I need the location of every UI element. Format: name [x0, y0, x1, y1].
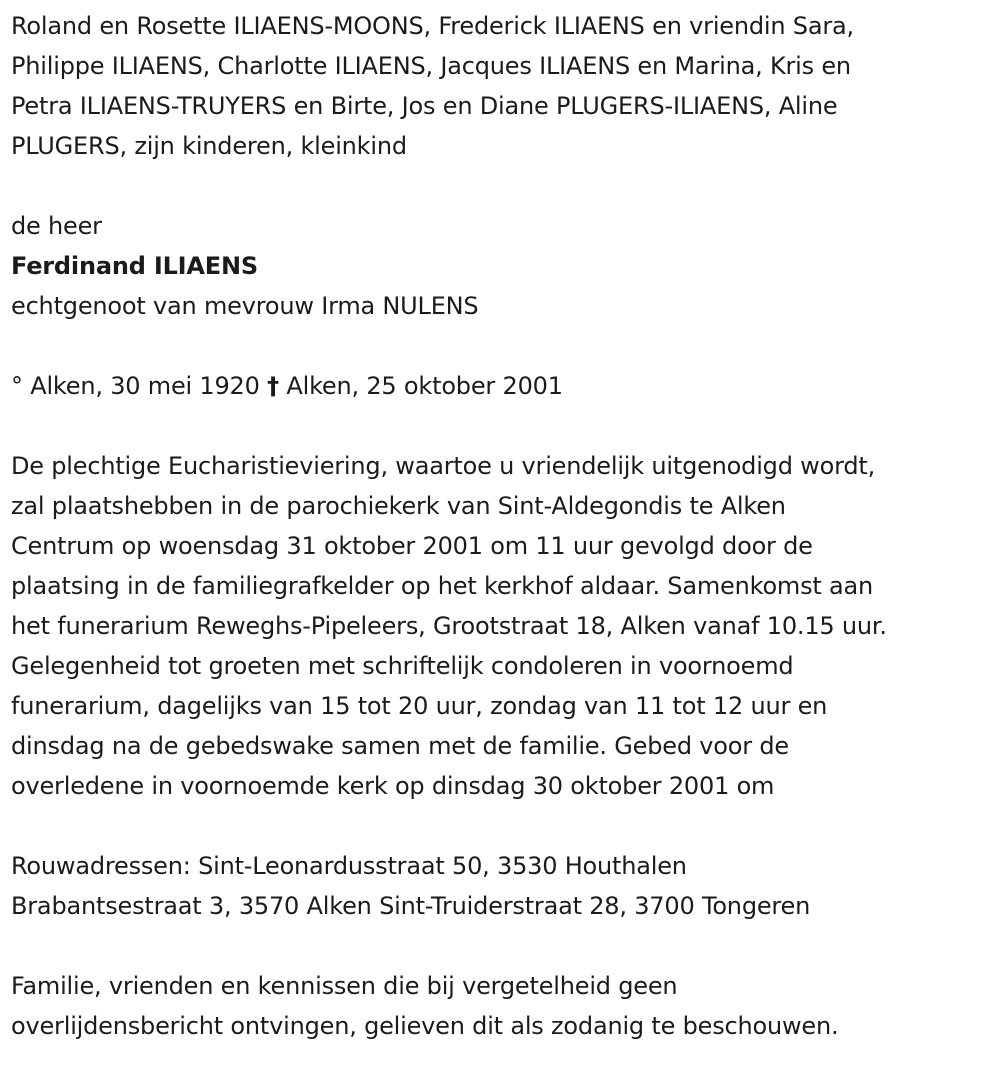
- ceremony-line: het funerarium Reweghs-Pipeleers, Grootstraat 18, Alken vanaf 10.15 uur.: [11, 612, 887, 640]
- ceremony-line: overledene in voornoemde kerk op dinsdag 30 oktober 2001 om: [11, 772, 775, 800]
- addresses-paragraph: [11, 846, 996, 926]
- address-line: Rouwadressen: Sint-Leonardusstraat 50, 3530 Houthalen: [11, 852, 687, 880]
- spacer: [11, 926, 996, 966]
- ceremony-line: Gelegenheid tot groeten met schriftelijk condoleren in voornoemd: [11, 652, 794, 680]
- spacer: [11, 406, 996, 446]
- death-date: Alken, 25 oktober 2001: [286, 372, 563, 400]
- cross-icon: †: [267, 372, 279, 400]
- address-line: Brabantsestraat 3, 3570 Alken Sint-Truiderstraat 28, 3700 Tongeren: [11, 892, 811, 920]
- ceremony-line: funerarium, dagelijks van 15 tot 20 uur, zondag van 11 tot 12 uur en: [11, 692, 828, 720]
- family-paragraph: [11, 6, 996, 166]
- birth-date: Alken, 30 mei 1920: [30, 372, 260, 400]
- closing-line: overlijdensbericht ontvingen, gelieven dit als zodanig te beschouwen.: [11, 1012, 839, 1040]
- spacer: [11, 326, 996, 366]
- deceased-title: de heer: [11, 212, 102, 240]
- ceremony-line: dinsdag na de gebedswake samen met de familie. Gebed voor de: [11, 732, 789, 760]
- ceremony-line: plaatsing in de familiegrafkelder op het kerkhof aldaar. Samenkomst aan: [11, 572, 874, 600]
- family-line: Philippe ILIAENS, Charlotte ILIAENS, Jacques ILIAENS en Marina, Kris en: [11, 52, 851, 80]
- ceremony-line: De plechtige Eucharistieviering, waartoe u vriendelijk uitgenodigd wordt,: [11, 452, 876, 480]
- family-line: Roland en Rosette ILIAENS-MOONS, Frederick ILIAENS en vriendin Sara,: [11, 12, 854, 40]
- obituary-document: [11, 6, 996, 1046]
- ceremony-paragraph: [11, 446, 996, 806]
- dates-line: [11, 366, 996, 406]
- closing-line: Familie, vrienden en kennissen die bij vergetelheid geen: [11, 972, 678, 1000]
- closing-paragraph: [11, 966, 996, 1046]
- birth-symbol: °: [11, 372, 23, 400]
- family-line: Petra ILIAENS-TRUYERS en Birte, Jos en Diane PLUGERS-ILIAENS, Aline: [11, 92, 838, 120]
- spacer: [11, 166, 996, 206]
- deceased-spouse: echtgenoot van mevrouw Irma NULENS: [11, 292, 479, 320]
- family-line: PLUGERS, zijn kinderen, kleinkind: [11, 132, 407, 160]
- ceremony-line: Centrum op woensdag 31 oktober 2001 om 11 uur gevolgd door de: [11, 532, 813, 560]
- ceremony-line: zal plaatshebben in de parochiekerk van Sint-Aldegondis te Alken: [11, 492, 786, 520]
- spacer: [11, 806, 996, 846]
- deceased-block: [11, 206, 996, 326]
- deceased-name: Ferdinand ILIAENS: [11, 252, 258, 280]
